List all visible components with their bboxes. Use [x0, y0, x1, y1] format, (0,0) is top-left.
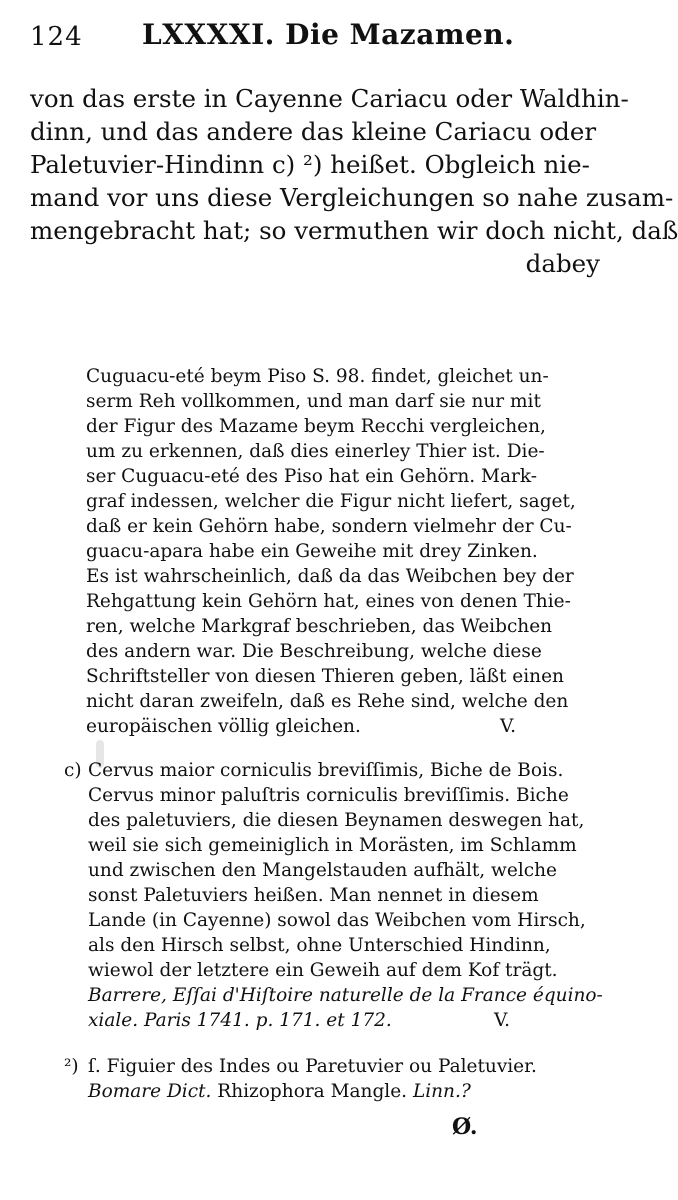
footnote-line: Cuguacu-eté beym Piso S. 98. findet, gleichet un-	[86, 366, 549, 387]
footnote-marker: c)	[64, 760, 82, 781]
page-header	[30, 18, 600, 58]
footnote-line	[64, 1079, 600, 1104]
footnote-line: ser Cuguacu-eté des Piso hat ein Gehörn. Mark-	[86, 466, 537, 487]
footnote-line: sonst Paletuviers heißen. Man nennet in diesem	[88, 885, 539, 906]
footnote-line: Es ist wahrscheinlich, daß da das Weibchen bey der	[86, 566, 574, 587]
footnote-line: des paletuviers, die diesen Beynamen deswegen hat,	[88, 810, 585, 831]
footnote-line	[64, 1054, 600, 1079]
footnote-line: Schriftsteller von diesen Thieren geben, läßt einen	[86, 666, 564, 687]
footnote-line: und zwischen den Mangelstauden aufhält, welche	[88, 860, 557, 881]
footnote-continuation	[86, 364, 598, 739]
footnote-line: Rehgattung kein Gehörn hat, eines von denen Thie-	[86, 591, 571, 612]
running-head: LXXXXI. Die Mazamen.	[142, 18, 515, 51]
footnote-text: europäischen völlig gleichen.	[86, 716, 361, 737]
footnote-line: graf indessen, welcher die Figur nicht liefert, saget,	[86, 491, 576, 512]
page-number: 124	[30, 22, 83, 52]
footnote-line: ren, welche Markgraf beschrieben, das Weibchen	[86, 616, 553, 637]
main-text-line: mand vor uns diese Vergleichungen so nahe zusam-	[30, 183, 674, 212]
footnote-text: Cervus maior corniculis breviſſimis, Biche de Bois.	[88, 760, 564, 781]
footnote-line: guacu-apara habe ein Geweihe mit drey Zinken.	[86, 541, 538, 562]
footnote-line: daß er kein Gehörn habe, sondern vielmehr der Cu-	[86, 516, 572, 537]
footnote-line: Cervus minor paluſtris corniculis breviſſimis. Biche	[88, 785, 569, 806]
footnote-signature: V.	[494, 1010, 511, 1031]
footnote-2	[64, 1054, 600, 1104]
footnote-line: um zu erkennen, daß dies einerley Thier ist. Die-	[86, 441, 545, 462]
footnote-line	[64, 758, 600, 783]
footnote-line: der Figur des Mazame beym Recchi vergleichen,	[86, 416, 546, 437]
citation-text: xiale. Paris 1741. p. 171. et 172.	[88, 1010, 392, 1031]
footnote-line: weil sie sich gemeiniglich in Morästen, im Schlamm	[88, 835, 577, 856]
footnote-c	[64, 758, 603, 1033]
main-text-line: dinn, und das andere das kleine Cariacu oder	[30, 117, 597, 146]
footnote-line: nicht daran zweifeln, daß es Rehe sind, welche den	[86, 691, 569, 712]
main-text-line: von das erste in Cayenne Cariacu oder Waldhin-	[30, 84, 629, 113]
main-text-line: Paletuvier-Hindinn c) ²) heißet. Obgleich nie-	[30, 150, 590, 179]
main-text-line: mengebracht hat; so vermuthen wir doch nicht, daß	[30, 216, 678, 245]
reference-text: Linn.?	[407, 1081, 471, 1102]
footnote-line: als den Hirsch selbst, ohne Unterschied Hindinn,	[88, 935, 551, 956]
footnote-text: ſ. Figuier des Indes ou Paretuvier ou Paletuvier.	[88, 1056, 537, 1077]
footnote-signature: V.	[500, 716, 517, 737]
footnote-marker: ²)	[64, 1056, 79, 1077]
footnote-line: Lande (in Cayenne) sowol das Weibchen vom Hirsch,	[88, 910, 586, 931]
footnote-line: des andern war. Die Beschreibung, welche diese	[86, 641, 542, 662]
citation-line: Barrere, Eſſai d'Hiſtoire naturelle de la France équino-	[88, 985, 603, 1006]
citation-line-last	[64, 1008, 600, 1033]
footnote-line-last	[86, 714, 598, 739]
reference-text: Bomare Dict.	[88, 1081, 212, 1102]
reference-text: Rhizophora Mangle.	[211, 1081, 408, 1102]
main-text	[30, 82, 678, 280]
footnote-line: serm Reh vollkommen, und man darf sie nur mit	[86, 391, 541, 412]
footnote-line: wiewol der letztere ein Geweih auf dem Kof trägt.	[88, 960, 558, 981]
footnote-signature: Ø.	[452, 1114, 478, 1140]
catchword: dabey	[525, 249, 600, 278]
